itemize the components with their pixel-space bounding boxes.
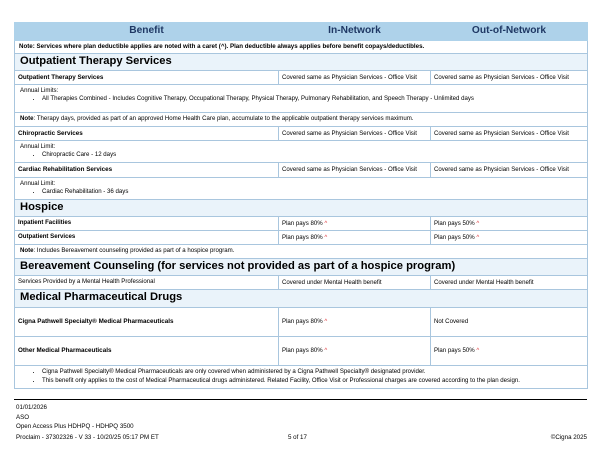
caret-icon: ^ [476, 234, 480, 242]
table-row [15, 126, 588, 140]
table-row [15, 163, 588, 177]
out-of-network-value: Covered same as Physician Services - Office Visit [431, 71, 588, 85]
list-item: • This benefit only applies to the cost of Medical Pharmaceutical drugs administered. Related Facility, Office Visit or Professional charges are covered according to the plan design. [42, 377, 583, 385]
spacer [20, 104, 583, 109]
note-row [15, 245, 588, 259]
benefit-label: Outpatient Services [15, 231, 279, 245]
in-network-text: Plan pays 80% [282, 234, 323, 242]
limits-row [15, 141, 588, 163]
footer-effective-date: 01/01/2026 [16, 404, 47, 411]
note-text: : Includes Bereavement counseling provided as part of a hospice program. [33, 247, 235, 255]
column-header-benefit: Benefit [15, 23, 279, 41]
caret-icon: ^ [476, 346, 480, 354]
table-row [15, 71, 588, 85]
section-heading-label: Bereavement Counseling (for services not provided as part of a hospice program) [15, 259, 588, 276]
footer-funding-type: ASO [16, 413, 30, 421]
in-network-value [279, 217, 431, 231]
out-of-network-text: Plan pays 50% [434, 220, 475, 228]
deductible-note-row [15, 40, 588, 53]
therapy-note-cell [15, 112, 588, 126]
out-of-network-value: Not Covered [431, 307, 588, 336]
caret-icon: ^ [324, 317, 328, 325]
footnote-bullets-row [15, 366, 588, 389]
footer-document-id: Proclaim - 37302326 - V 33 - 10/20/25 05:17 PM ET [16, 434, 159, 441]
list-item: • Chiropractic Care - 12 days [42, 151, 583, 159]
in-network-value: Covered same as Physician Services - Office Visit [279, 71, 431, 85]
section-heading-outpatient-therapy [15, 53, 588, 70]
in-network-value: Covered under Mental Health benefit [279, 276, 431, 290]
limit-list [20, 95, 583, 103]
annual-limit-cell [15, 177, 588, 199]
benefit-label: Other Medical Pharmaceuticals [15, 336, 279, 365]
limits-row [15, 177, 588, 199]
in-network-value: Covered same as Physician Services - Office Visit [279, 126, 431, 140]
section-heading-label: Medical Pharmaceutical Drugs [15, 290, 588, 307]
benefit-label: Inpatient Facilities [15, 217, 279, 231]
footnote-list [20, 368, 583, 385]
footer-page-number: 5 of 17 [288, 434, 307, 441]
benefit-label: Cigna Pathwell Specialty® Medical Pharmaceuticals [15, 307, 279, 336]
list-item: • All Therapies Combined - Includes Cognitive Therapy, Occupational Therapy, Physical Therapy, Pulmonary Rehabilitation, and Speech Therapy - Unlimited days [42, 95, 583, 103]
note-row [15, 112, 588, 126]
benefit-label: Chiropractic Services [15, 126, 279, 140]
caret-icon: ^ [324, 234, 328, 242]
annual-limit-cell [15, 141, 588, 163]
out-of-network-value [431, 336, 588, 365]
table-row [15, 231, 588, 245]
section-heading-label: Outpatient Therapy Services [15, 53, 588, 70]
in-network-text: Plan pays 80% [282, 346, 323, 354]
section-heading-hospice [15, 199, 588, 216]
note-lead: Note [20, 114, 34, 122]
footer-plan-name: Open Access Plus HDHPQ - HDHPQ 3500 [16, 423, 134, 431]
in-network-value [279, 231, 431, 245]
table-row [15, 336, 588, 365]
benefit-summary-table [14, 22, 588, 389]
list-item: • Cigna Pathwell Specialty® Medical Pharmaceuticals are only covered when administered by a Cigna Pathwell Specialty® designated provider. [42, 368, 583, 376]
footer-plan-info [16, 403, 134, 432]
section-heading-medical-pharmaceutical-drugs [15, 290, 588, 307]
out-of-network-value: Covered same as Physician Services - Office Visit [431, 163, 588, 177]
out-of-network-text: Plan pays 50% [434, 234, 475, 242]
limit-list [20, 188, 583, 196]
in-network-text: Plan pays 80% [282, 220, 323, 228]
annual-limits-cell [15, 85, 588, 112]
benefit-label: Outpatient Therapy Services [15, 71, 279, 85]
hospice-note-cell [15, 245, 588, 259]
note-text: : Therapy days, provided as part of an approved Home Health Care plan, accumulate to the applicable outpatient therapy services maximum. [33, 114, 414, 122]
limit-label: Annual Limit: [20, 143, 56, 150]
pharmaceutical-bullets-cell [15, 366, 588, 389]
limit-label: Annual Limits: [20, 87, 59, 95]
caret-icon: ^ [324, 346, 328, 354]
deductible-note-text: Note: Services where plan deductible applies are noted with a caret (^). Plan deductible always applies before benefit copays/deductibles. [19, 42, 425, 50]
out-of-network-text: Plan pays 50% [434, 346, 475, 354]
deductible-note [15, 40, 588, 53]
in-network-value: Covered same as Physician Services - Office Visit [279, 163, 431, 177]
limit-label: Annual Limit: [20, 179, 56, 187]
in-network-value [279, 336, 431, 365]
caret-icon: ^ [476, 220, 480, 228]
out-of-network-value: Covered same as Physician Services - Office Visit [431, 126, 588, 140]
table-row [15, 307, 588, 336]
in-network-text: Plan pays 80% [282, 317, 323, 325]
benefit-label: Cardiac Rehabilitation Services [15, 163, 279, 177]
table-row [15, 276, 588, 290]
out-of-network-value: Covered under Mental Health benefit [431, 276, 588, 290]
list-item: • Cardiac Rehabilitation - 36 days [42, 188, 583, 196]
in-network-value [279, 307, 431, 336]
table-header-row [15, 23, 588, 41]
limits-row [15, 85, 588, 112]
note-lead: Note [20, 247, 34, 255]
column-header-in-network: In-Network [279, 23, 431, 41]
table-row [15, 217, 588, 231]
out-of-network-value [431, 231, 588, 245]
column-header-out-of-network: Out-of-Network [431, 23, 588, 41]
out-of-network-value [431, 217, 588, 231]
limit-list [20, 151, 583, 159]
caret-icon: ^ [324, 220, 328, 228]
section-heading-bereavement-counseling [15, 259, 588, 276]
section-heading-label: Hospice [15, 199, 588, 216]
footer-divider [14, 399, 587, 400]
footer-copyright: ©Cigna 2025 [550, 434, 587, 441]
benefit-label: Services Provided by a Mental Health Professional [15, 276, 279, 290]
